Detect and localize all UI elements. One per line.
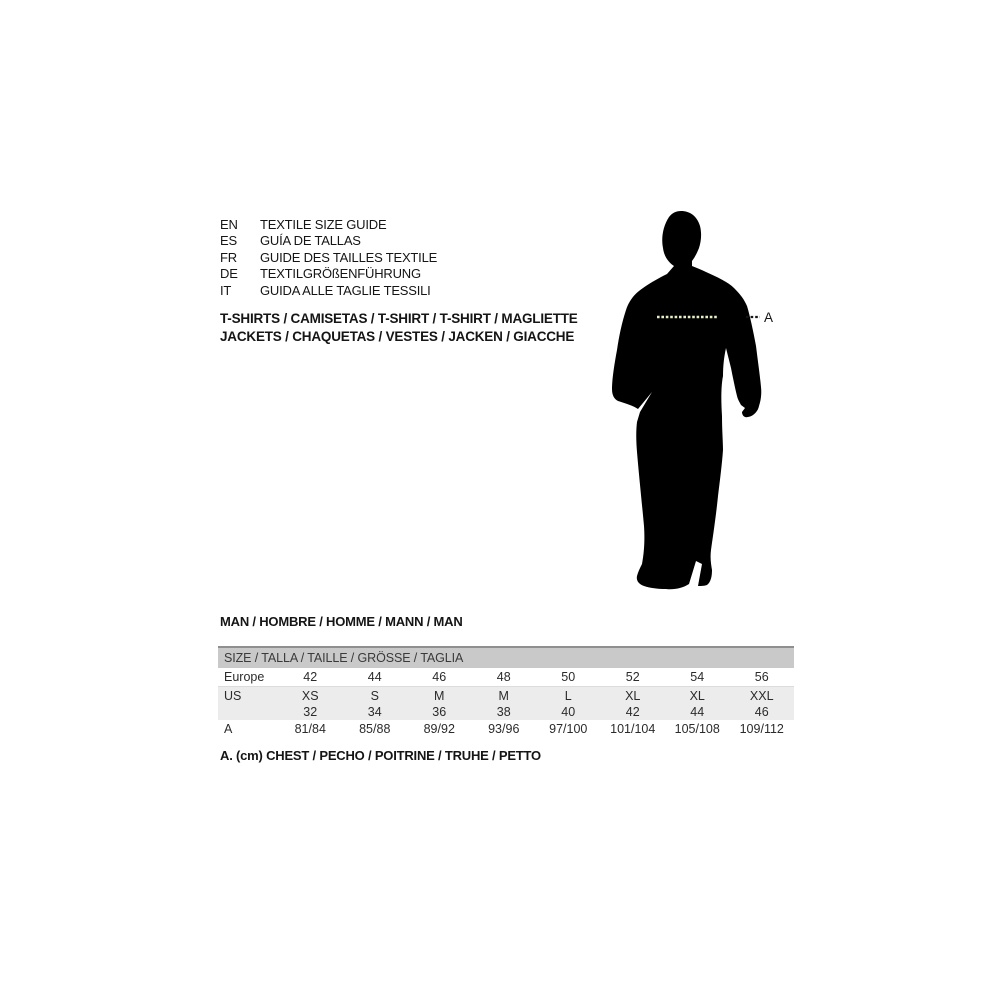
category-jackets: JACKETS / CHAQUETAS / VESTES / JACKEN / GIACCHE [220,329,575,344]
size-cell: 34 [367,705,382,719]
size-cell: M [498,688,509,703]
size-cell: 89/92 [423,722,455,736]
size-cell: 42 [625,705,640,719]
size-cell: 44 [690,705,705,719]
size-cell: 93/96 [488,722,520,736]
language-row-es [220,233,437,250]
size-cell: 101/104 [610,722,656,736]
size-cell: 105/108 [674,722,720,736]
size-cell: 52 [625,670,640,684]
size-cell: 32 [303,705,318,719]
shaded-band [218,687,794,720]
language-row-de [220,266,437,283]
category-tshirts: T-SHIRTS / CAMISETAS / T-SHIRT / T-SHIRT / MAGLIETTE [220,311,578,326]
language-code: DE [220,266,238,282]
language-label: GUIDE DES TAILLES TEXTILE [260,249,438,265]
table-row-us [218,687,794,704]
size-cell: S [370,688,379,703]
size-cell: M [434,688,445,703]
language-row-it [220,282,437,299]
size-cell: 48 [496,670,511,684]
size-cell: 109/112 [739,722,784,736]
size-cell: 54 [690,670,705,684]
language-label: TEXTILE SIZE GUIDE [260,216,387,232]
size-cell: 97/100 [549,722,588,736]
size-cell: XL [625,688,641,703]
language-code: EN [220,216,238,232]
size-cell: 44 [367,670,382,684]
size-cell: 46 [754,705,769,719]
language-label: GUÍA DE TALLAS [260,233,361,249]
size-cell: 46 [432,670,447,684]
row-label: US [224,688,242,703]
language-code: IT [220,282,232,298]
size-cell: 81/84 [294,722,326,736]
language-row-fr [220,249,437,266]
section-title-man: MAN / HOMBRE / HOMME / MANN / MAN [220,614,463,629]
row-label: Europe [224,670,265,684]
size-cell: 38 [496,705,511,719]
size-cell: XS [301,688,319,703]
size-table [218,646,794,738]
language-code: FR [220,249,237,265]
language-row-en [220,216,437,233]
size-cell: XXL [749,688,774,703]
table-row-numeric [218,704,794,720]
language-label: TEXTILGRÖßENFÜHRUNG [260,266,421,282]
size-cell: L [564,688,572,703]
language-list [220,216,437,299]
chest-measure-label: A [764,310,774,325]
measurement-footnote: A. (cm) CHEST / PECHO / POITRINE / TRUHE / PETTO [220,748,541,763]
size-cell: 85/88 [359,722,391,736]
size-cell: 42 [303,670,318,684]
size-cell: XL [689,688,705,703]
man-silhouette-figure [606,204,781,604]
row-label: A [224,722,233,736]
table-row-europe [218,668,794,687]
size-table-header: SIZE / TALLA / TAILLE / GRÖSSE / TAGLIA [218,648,794,668]
garment-categories [220,310,578,346]
language-code: ES [220,233,237,249]
size-cell: 56 [754,670,769,684]
man-silhouette-icon [612,211,761,589]
size-cell: 40 [561,705,576,719]
size-cell: 50 [561,670,576,684]
language-label: GUIDA ALLE TAGLIE TESSILI [260,282,431,298]
table-row-chest-a [218,720,794,738]
size-cell: 36 [432,705,447,719]
